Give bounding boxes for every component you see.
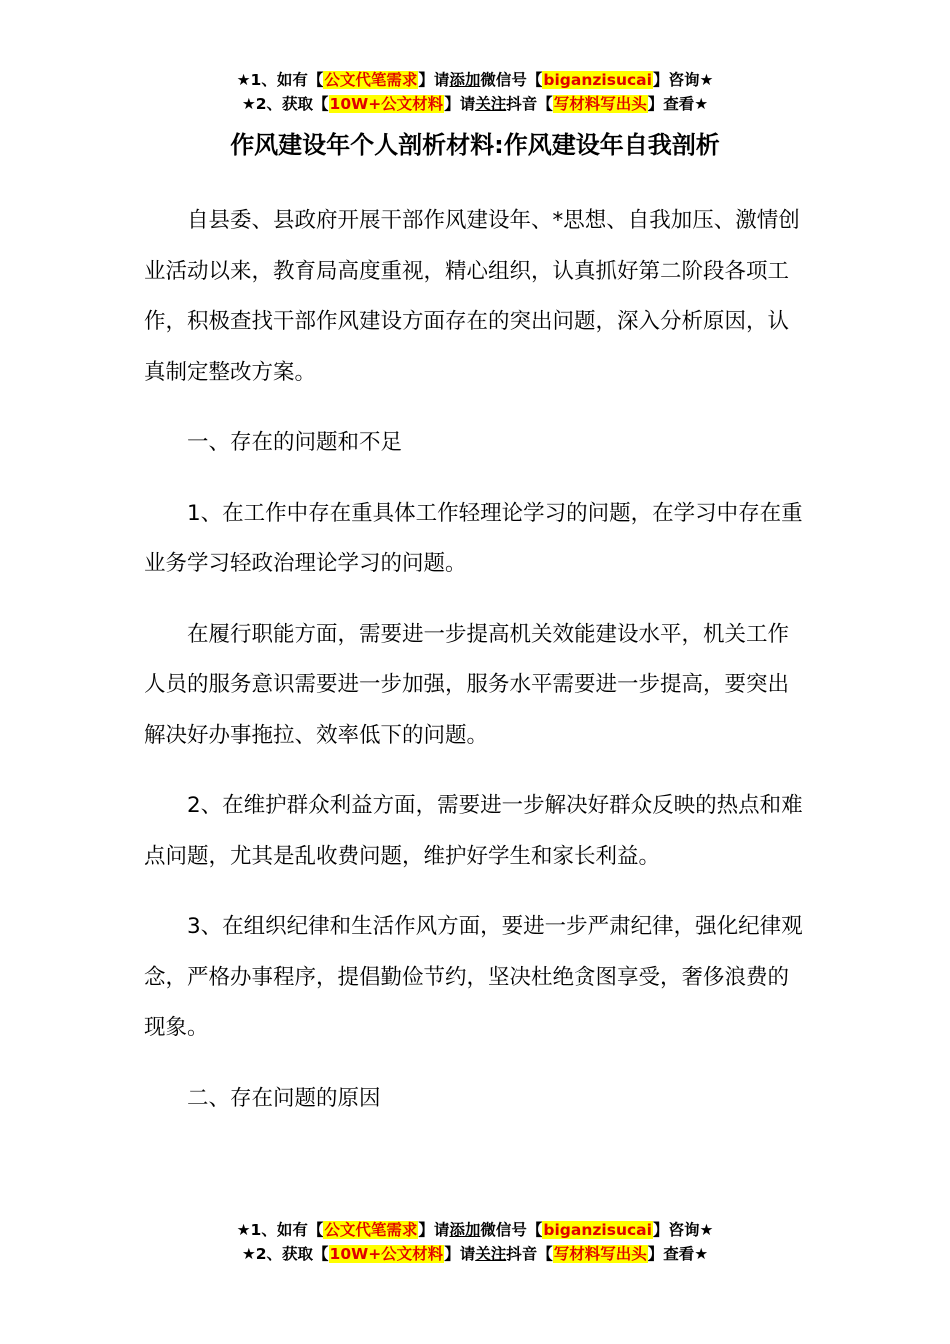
banner-text: 】查看★ [647,95,709,113]
paragraph: 1、在工作中存在重具体工作轻理论学习的问题，在学习中存在重业务学习轻政治理论学习的问题。 [144,500,803,576]
banner-text: 】咨询★ [652,71,714,89]
banner-text: 微信号【 [480,1221,543,1239]
paragraph: 在履行职能方面，需要进一步提高机关效能建设水平，机关工作人员的服务意识需要进一步加强，服务水平需要进一步提高，要突出解决好办事拖拉、效率低下的问题。 [144,621,790,748]
banner-text: ★1、如有【 [236,71,324,89]
banner-line-2 [0,1242,950,1266]
banner-line-2 [0,92,950,116]
banner-text: 抖音【 [506,1245,553,1263]
banner-highlight: 公文代笔需求 [324,1221,418,1239]
banner-text: 】请 [444,95,476,113]
banner-line-1 [0,68,950,92]
section-heading: 一、存在的问题和不足 [187,430,403,455]
banner-text: ★2、获取【 [241,95,329,113]
banner-line-1 [0,1218,950,1242]
banner-text: 】请 [418,71,450,89]
banner-text: 】咨询★ [652,1221,714,1239]
banner-underlined: 关注 [475,95,507,113]
banner-highlight: biganzisucai [543,71,652,89]
banner-highlight: biganzisucai [543,1221,652,1239]
section-heading: 二、存在问题的原因 [187,1085,381,1111]
paragraph: 3、在组织纪律和生活作风方面，要进一步严肃纪律，强化纪律观念，严格办事程序，提倡勤俭节约，坚决杜绝贪图享受，奢侈浪费的现象。 [144,914,803,1040]
banner-text: ★1、如有【 [236,1221,324,1239]
banner-underlined: 添加 [449,71,481,89]
banner-underlined: 添加 [449,1221,481,1239]
banner-text: ★2、获取【 [241,1245,329,1263]
header-banner [0,68,950,116]
banner-highlight: 写材料写出头 [553,95,647,113]
paragraph: 2、在维护群众利益方面，需要进一步解决好群众反映的热点和难点问题，尤其是乱收费问题，维护好学生和家长利益。 [144,793,803,869]
banner-text: 微信号【 [480,71,543,89]
banner-highlight: 写材料写出头 [553,1245,647,1263]
footer-banner [0,1218,950,1266]
banner-text: 】请 [418,1221,450,1239]
banner-text: 抖音【 [506,95,553,113]
banner-text: 】查看★ [647,1245,709,1263]
banner-text: 】请 [444,1245,476,1263]
document-body [144,196,808,1144]
document-title: 作风建设年个人剖析材料:作风建设年自我剖析 [230,131,720,159]
banner-highlight: 10W+公文材料 [329,1245,444,1263]
banner-underlined: 关注 [475,1245,507,1263]
paragraph: 自县委、县政府开展干部作风建设年、*思想、自我加压、激情创业活动以来，教育局高度重视，精心组织，认真抓好第二阶段各项工作，积极查找干部作风建设方面存在的突出问题，深入分析原因，认真制定整改方案。 [144,208,800,385]
banner-highlight: 公文代笔需求 [324,71,418,89]
banner-highlight: 10W+公文材料 [329,95,444,113]
